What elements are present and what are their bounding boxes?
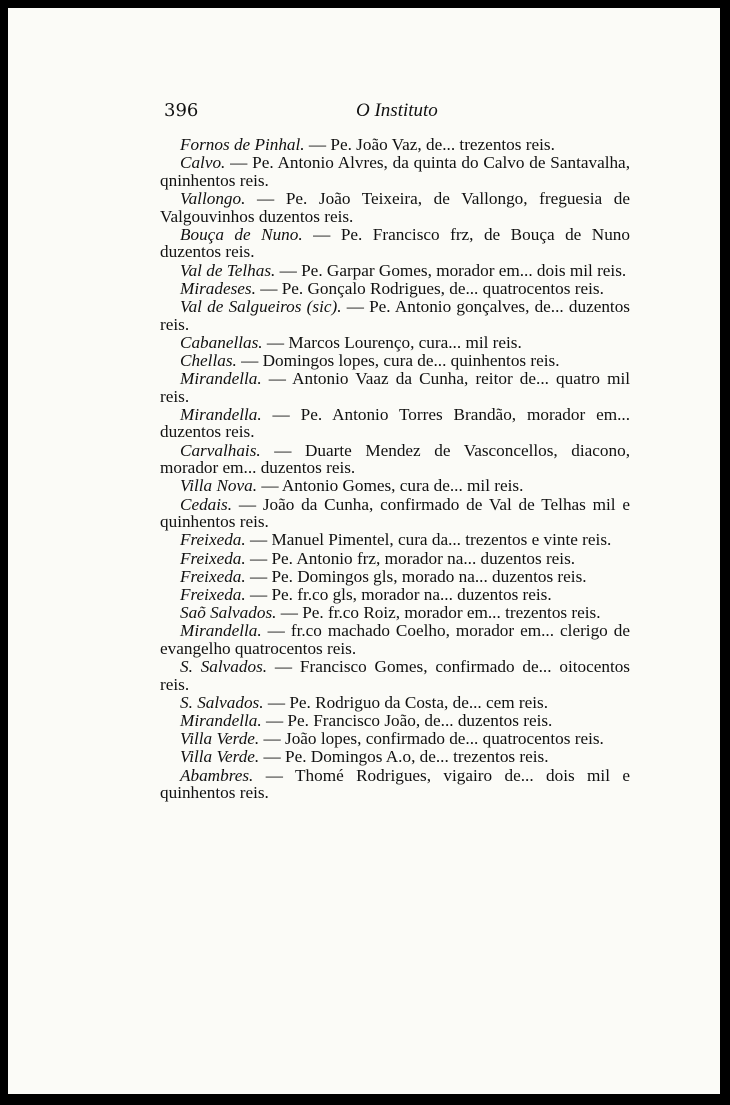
entry-text: — Pe. Domingos A.o, de... trezentos reis. [259,747,549,767]
entry [160,406,630,441]
entry [160,154,630,189]
entry-place: Calvo. [180,153,226,173]
entry-place: Chellas. [180,350,237,370]
entry [160,334,630,352]
entry-text: — Pe. Antonio frz, morador na... duzentos reis. [245,548,576,568]
entry-place: Val de Telhas. [180,260,276,280]
running-title: O Instituto [356,100,438,121]
entry-text: — Pe. Domingos gls, morado na... duzentos reis. [245,566,587,586]
entry [160,622,630,657]
entry [160,550,630,568]
entry-text: — fr.co machado Coelho, morador em... clerigo de evangelho quatrocentos reis. [160,621,630,658]
entry-place: Bouça de Nuno. [180,224,303,244]
entry-text: — João lopes, confirmado de... quatrocentos reis. [259,729,604,749]
entry-text: — Domingos lopes, cura de... quinhentos reis. [236,350,560,370]
entry-text: — Marcos Lourenço, cura... mil reis. [262,332,522,352]
entry [160,370,630,405]
entry-text: — Pe. João Teixeira, de Vallongo, freguesia de Valgouvinhos duzentos reis. [160,188,630,226]
page-number: 396 [164,100,199,121]
entry [160,496,630,531]
entry-text: — Duarte Mendez de Vasconcellos, diacono, morador em... duzentos reis. [160,440,630,478]
entry [160,658,630,693]
entry [160,604,630,622]
entry [160,730,630,748]
entry [160,748,630,766]
entry-text: — Manuel Pimentel, cura da... trezentos e vinte reis. [245,530,612,550]
entry-text: — Thomé Rodrigues, vigairo de... dois mil e quinhentos reis. [160,765,630,803]
entry-text: — Pe. Antonio gonçalves, de... duzentos reis. [160,296,630,334]
entry-place: Villa Nova. [180,476,258,496]
entry-place: Saõ Salvados. [180,603,277,623]
entry-text: — Pe. Garpar Gomes, morador em... dois mil reis. [275,260,627,280]
entry-place: Freixeda. [180,548,246,568]
entry [160,190,630,225]
entry-place: Mirandella. [180,369,262,389]
entry-place: Carvalhais. [180,440,261,460]
entry [160,712,630,730]
entry-place: Vallongo. [180,188,246,208]
entry-text: — Pe. Antonio Torres Brandão, morador em... duzentos reis. [160,404,630,442]
entry-text: — Pe. Francisco João, de... duzentos reis. [261,711,553,731]
entry-place: Mirandella. [180,404,262,424]
entry [160,352,630,370]
entry [160,477,630,495]
entry [160,262,630,280]
entry-text: — Pe. Rodriguo da Costa, de... cem reis. [263,692,549,712]
entry-place: Abambres. [180,765,254,785]
entry [160,586,630,604]
entry [160,568,630,586]
entry [160,226,630,261]
entry [160,767,630,802]
entry-list [160,136,630,802]
entry [160,531,630,549]
entry-text: — Pe. Gonçalo Rodrigues, de... quatrocentos reis. [255,278,604,298]
entry-text: — Pe. fr.co Roiz, morador em... trezentos reis. [276,603,601,623]
entry-text: — Pe. Antonio Alvres, da quinta do Calvo de Santavalha, qninhentos reis. [160,153,630,190]
entry-place: S. Salvados. [180,657,268,677]
entry-text: — Pe. fr.co gls, morador na... duzentos reis. [245,584,552,604]
entry-place: Val de Salgueiros (sic). [180,296,342,316]
entry-text: — Francisco Gomes, confirmado de... oitocentos reis. [160,657,630,694]
entry-place: Freixeda. [180,566,246,586]
entry-text: — Antonio Gomes, cura de... mil reis. [257,476,524,496]
entry-place: Villa Verde. [180,729,260,749]
entry-place: S. Salvados. [180,692,264,712]
entry-place: Fornos de Pinhal. [180,135,305,154]
entry-text: — João da Cunha, confirmado de Val de Telhas mil e quinhentos reis. [160,494,630,532]
entry-text: — Pe. João Vaz, de... trezentos reis. [304,135,555,154]
entry-place: Mirandella. [180,621,262,641]
entry [160,280,630,298]
entry-place: Cedais. [180,494,233,514]
page [8,8,720,1094]
entry [160,442,630,477]
entry-place: Freixeda. [180,530,246,550]
entry [160,694,630,712]
entry-text: — Antonio Vaaz da Cunha, reitor de... quatro mil reis. [160,369,630,406]
entry [160,136,630,154]
entry-place: Cabanellas. [180,332,263,352]
entry-place: Freixeda. [180,584,246,604]
entry-place: Mirandella. [180,711,262,731]
entry-place: Miradeses. [180,278,256,298]
entry-text: — Pe. Francisco frz, de Bouça de Nuno duzentos reis. [160,224,630,262]
entry [160,298,630,333]
entry-place: Villa Verde. [180,747,260,767]
